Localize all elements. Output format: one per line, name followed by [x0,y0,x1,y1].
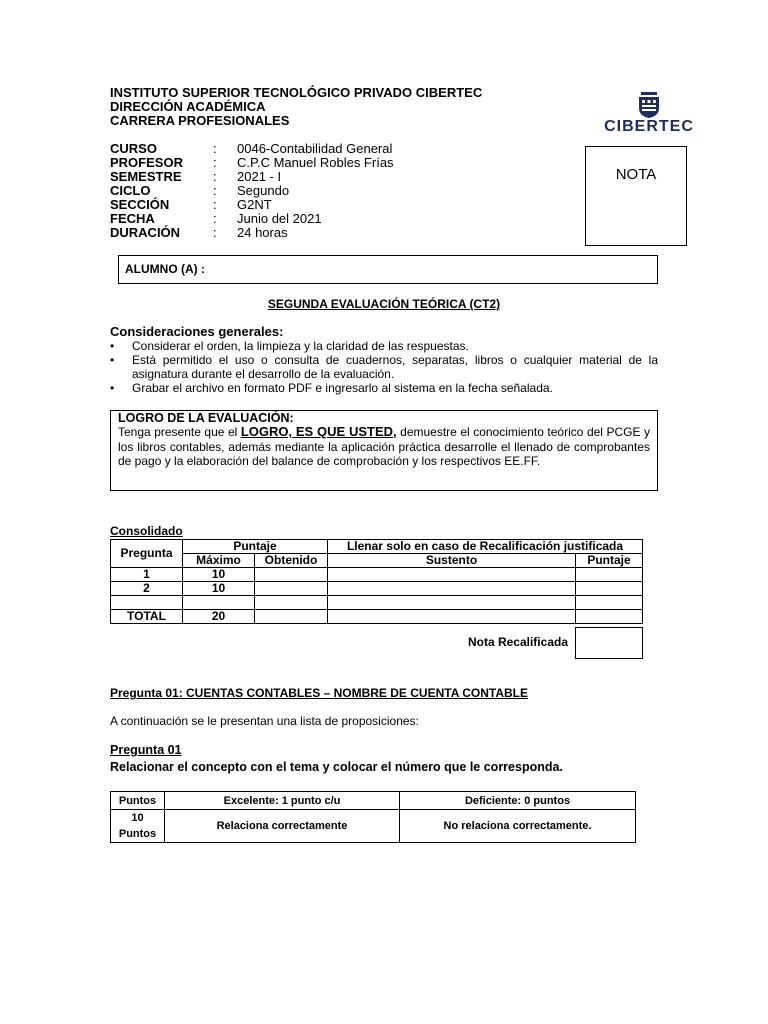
header-sustento: Sustento [328,554,576,568]
info-value: 0046-Contabilidad General [237,141,393,156]
list-item: • Grabar el archivo en formato PDF e ingresarlo al sistema en la fecha señalada. [110,381,658,395]
info-colon: : [213,183,217,198]
rubric-points-value: 10 [131,812,144,824]
achievement-text-pre: Tenga presente que el [118,425,241,439]
info-key: SEMESTRE [110,169,182,184]
student-label: ALUMNO (A) : [125,262,205,276]
cell-obtenido[interactable] [255,610,328,624]
table-row [111,596,643,610]
cell-sustento[interactable] [328,610,576,624]
rubric-header-deficient: Deficiente: 0 puntos [400,792,636,810]
exam-title: SEGUNDA EVALUACIÓN TEÓRICA (CT2) [267,297,501,311]
rubric-excellent: Relaciona correctamente [165,810,400,843]
rubric-deficient: No relaciona correctamente. [400,810,636,843]
rubric-table [110,791,636,843]
info-colon: : [213,141,217,156]
cell-sustento[interactable] [328,596,576,610]
cell-maximo: 10 [183,582,255,596]
grade-label: NOTA [615,166,657,183]
rubric-points [111,810,165,843]
table-row [111,610,643,624]
institution-name: INSTITUTO SUPERIOR TECNOLÓGICO PRIVADO CIBERTEC [110,85,483,100]
info-value: C.P.C Manuel Robles Frías [237,155,394,170]
info-colon: : [213,225,217,240]
question-instruction: Relacionar el concepto con el tema y colocar el número que le corresponda. [110,760,563,774]
info-value: 2021 - I [237,169,282,184]
cell-maximo: 10 [183,568,255,582]
cell-obtenido[interactable] [255,596,328,610]
achievement-title: LOGRO DE LA EVALUACIÓN: [118,411,294,425]
info-key: CURSO [110,141,157,156]
cell-pregunta: 1 [111,568,183,582]
info-key: CICLO [110,183,151,198]
cell-sustento[interactable] [328,582,576,596]
header-obtenido: Obtenido [255,554,328,568]
header-maximo: Máximo [183,554,255,568]
achievement-box [110,410,658,491]
regraded-note-label: Nota Recalificada [467,635,568,649]
cell-puntaje[interactable] [576,582,643,596]
question-subtitle: Pregunta 01 [110,743,182,757]
cibertec-logo [597,92,701,138]
cell-maximo [183,596,255,610]
cell-puntaje[interactable] [576,610,643,624]
consolidated-table [110,539,643,624]
logo-text: CIBERTEC [604,118,694,135]
list-item: • Está permitido el uso o consulta de cuadernos, separatas, libros o cualquier material de la asignatura durante el desarrollo de la evaluación. [110,353,658,381]
info-key: DURACIÓN [110,225,181,240]
header-recalificacion: Llenar solo en caso de Recalificación justificada [328,540,643,554]
cell-puntaje[interactable] [576,568,643,582]
info-value: Segundo [237,183,290,198]
header-pregunta: Pregunta [111,540,183,568]
table-row [111,568,643,582]
direction-name: DIRECCIÓN ACADÉMICA [110,99,266,114]
info-colon: : [213,155,217,170]
table-row [111,582,643,596]
table-row [111,554,643,568]
rubric-header-excellent: Excelente: 1 punto c/u [165,792,400,810]
considerations-title: Consideraciones generales: [110,324,284,339]
info-value: G2NT [237,197,272,212]
list-item: • Considerar el orden, la limpieza y la claridad de las respuestas. [110,339,658,353]
info-key: SECCIÓN [110,197,170,212]
consolidated-label: Consolidado [110,524,183,538]
header-puntaje-recal: Puntaje [576,554,643,568]
table-row [111,810,636,843]
info-key: FECHA [110,211,155,226]
cell-obtenido[interactable] [255,568,328,582]
table-row [111,540,643,554]
info-value: 24 horas [237,225,288,240]
rubric-header-points: Puntos [111,792,165,810]
cell-pregunta: 2 [111,582,183,596]
grade-box[interactable] [585,146,687,246]
student-name-field[interactable] [118,255,658,284]
cell-total-value: 20 [183,610,255,624]
info-colon: : [213,169,217,184]
achievement-text-post: demuestre el conocimiento teórico del PCGE y los libros contables, además mediante la aplicación práctica desarrolle el llenado de comprobantes de pago y la elaboración del balance de comprobación y los respectivos EE.FF. [118,425,651,468]
cell-puntaje[interactable] [576,596,643,610]
question-heading: Pregunta 01: CUENTAS CONTABLES – NOMBRE DE CUENTA CONTABLE [110,686,529,700]
achievement-text [118,425,650,469]
info-colon: : [213,197,217,212]
cell-pregunta [111,596,183,610]
regraded-note-field[interactable] [575,627,643,659]
rubric-points-unit: Puntos [118,828,157,840]
career-name: CARRERA PROFESIONALES [110,113,290,128]
info-colon: : [213,211,217,226]
table-row [111,792,636,810]
cell-sustento[interactable] [328,568,576,582]
crest-icon [597,92,701,118]
cell-obtenido[interactable] [255,582,328,596]
cell-total-label: TOTAL [111,610,183,624]
considerations-list [110,339,658,395]
info-value: Junio del 2021 [237,211,322,226]
info-key: PROFESOR [110,155,183,170]
question-intro: A continuación se le presentan una lista de proposiciones: [110,714,419,728]
achievement-emphasis: LOGRO, ES QUE USTED, [240,424,397,439]
header-puntaje: Puntaje [183,540,328,554]
